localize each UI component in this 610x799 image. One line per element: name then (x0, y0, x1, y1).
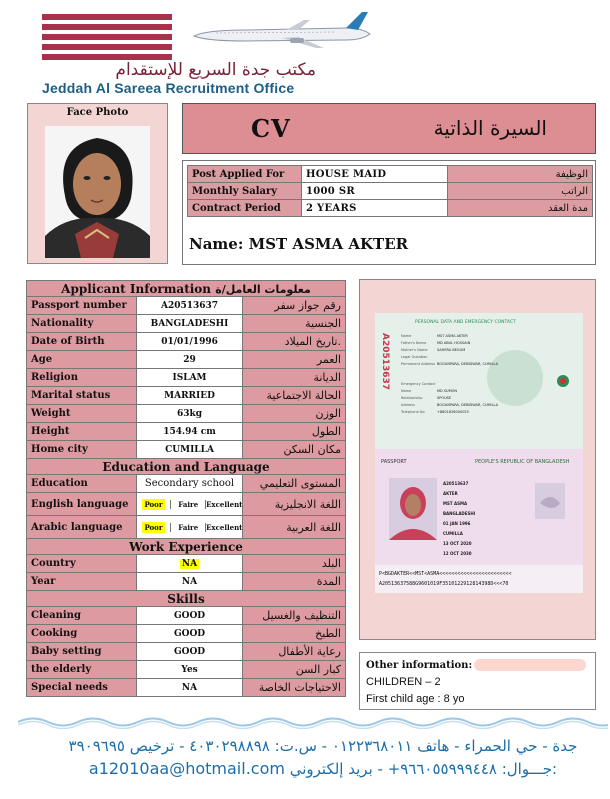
row-label: Age (27, 351, 137, 369)
passport-scan-image (375, 313, 583, 593)
row-label-ar: رعاية الأطفال (243, 643, 346, 661)
table-row (27, 643, 346, 661)
post-value: HOUSE MAID (302, 166, 448, 183)
post-label: Post Applied For (188, 166, 302, 183)
svg-text:Address: Address (401, 403, 415, 407)
svg-text:A20513637: A20513637 (380, 333, 390, 391)
redacted-mark (474, 659, 586, 671)
post-row (188, 183, 593, 200)
children-count: CHILDREN – 2 (366, 676, 441, 688)
table-row (27, 607, 346, 625)
row-label-ar: اللغة العربية (243, 516, 346, 539)
row-label-ar: المدة (243, 573, 346, 591)
row-label-ar: الطول (243, 423, 346, 441)
row-value: Yes (136, 661, 243, 679)
row-label-ar: الاحتياجات الخاصة (243, 679, 346, 697)
table-row (27, 297, 346, 315)
svg-text:BANGLADESHI: BANGLADESHI (443, 511, 476, 516)
row-label: Special needs (27, 679, 137, 697)
airplane-icon (186, 10, 376, 50)
svg-text:MST ASMA: MST ASMA (443, 501, 468, 506)
english-level (136, 493, 243, 516)
arabic-level (136, 516, 243, 539)
svg-text:A20513637588G9601019F351012291: A20513637588G9601019F3510122912814398D<<<70 (379, 581, 509, 587)
row-label-ar: مكان السكن (243, 441, 346, 459)
svg-text:Name: Name (401, 334, 412, 338)
row-value: 01/01/1996 (136, 333, 243, 351)
table-row (27, 516, 346, 539)
row-label: Cleaning (27, 607, 137, 625)
row-label: the elderly (27, 661, 137, 679)
row-label-ar: الطبخ (243, 625, 346, 643)
row-label: English language (27, 493, 137, 516)
row-label: Date of Birth (27, 333, 137, 351)
post-label: Contract Period (188, 200, 302, 217)
english-selected-level: Poor (144, 499, 163, 509)
cv-title-ar: السيرة الذاتية (433, 116, 547, 140)
table-row (27, 405, 346, 423)
footer-address: جدة - حي الحمراء - هاتف ٠١٢٢٣٦٨٠١١ - س.ت: ٤٠٣٠٢٩٨٨٩٨ - ترخيص ٣٩٠٩٦٩٥ (68, 737, 578, 755)
table-row (27, 333, 346, 351)
post-label-ar: الراتب (448, 183, 593, 200)
svg-text:BOGUNPARA, DEBIDWAR, CUMILLA: BOGUNPARA, DEBIDWAR, CUMILLA (437, 403, 498, 407)
table-row (27, 625, 346, 643)
row-value: Secondary school (136, 475, 243, 493)
post-value: 1000 SR (302, 183, 448, 200)
other-info-box (359, 652, 596, 710)
svg-text:AKTER: AKTER (443, 491, 458, 496)
svg-text:PERSONAL DATA AND EMERGENCY CO: PERSONAL DATA AND EMERGENCY CONTACT (415, 320, 516, 325)
row-label: Cooking (27, 625, 137, 643)
svg-text:CUMILLA: CUMILLA (443, 531, 463, 536)
table-row (27, 351, 346, 369)
row-label: Home city (27, 441, 137, 459)
logo-stripes (42, 14, 172, 62)
footer-wave-divider (18, 715, 608, 729)
row-label-ar: العمر (243, 351, 346, 369)
row-label-ar: التنظيف والغسيل (243, 607, 346, 625)
row-value: MARRIED (136, 387, 243, 405)
table-row (27, 573, 346, 591)
row-label: Nationality (27, 315, 137, 333)
face-photo-title: Face Photo (66, 107, 129, 118)
row-value: CUMILLA (136, 441, 243, 459)
table-row (27, 441, 346, 459)
table-row (27, 475, 346, 493)
footer-contact (58, 759, 588, 778)
svg-text:Legal Guardian: Legal Guardian (401, 355, 428, 359)
level-option: Faire (170, 500, 205, 509)
row-label: Arabic language (27, 516, 137, 539)
svg-text:MST ASMA AKTER: MST ASMA AKTER (437, 334, 468, 338)
passport-scan-box (359, 279, 596, 640)
row-label-ar: المستوى التعليمي (243, 475, 346, 493)
post-details-box (182, 160, 596, 265)
applicant-table (26, 280, 346, 697)
row-value: NA (136, 573, 243, 591)
svg-text:A20513637: A20513637 (443, 481, 469, 486)
row-label-ar: الوزن (243, 405, 346, 423)
row-label: Height (27, 423, 137, 441)
section-work: Work Experience (27, 539, 346, 555)
row-value: BANGLADESHI (136, 315, 243, 333)
table-row (27, 315, 346, 333)
row-label-ar: البلد (243, 555, 346, 573)
post-row (188, 166, 593, 183)
svg-text:PEOPLE'S REPUBLIC OF BANGLADES: PEOPLE'S REPUBLIC OF BANGLADESH (475, 459, 570, 465)
row-label-ar: كبار السن (243, 661, 346, 679)
post-table (187, 165, 593, 217)
row-label-ar: اللغة الانجليزية (243, 493, 346, 516)
table-row (27, 679, 346, 697)
level-option: Excellent (206, 522, 243, 532)
office-name-ar: مكتب جدة السريع للإستقدام (115, 60, 316, 80)
row-label: Religion (27, 369, 137, 387)
row-value: 29 (136, 351, 243, 369)
row-value: 154.94 cm (136, 423, 243, 441)
applicant-name: Name: MST ASMA AKTER (189, 235, 409, 253)
row-value: ISLAM (136, 369, 243, 387)
level-option: Excellent (206, 499, 243, 509)
row-label: Country (27, 555, 137, 573)
post-row (188, 200, 593, 217)
svg-text:Permanent Address: Permanent Address (401, 362, 436, 366)
table-row (27, 555, 346, 573)
svg-text:MD ABUL HOSSAIN: MD ABUL HOSSAIN (437, 341, 471, 345)
row-label: Passport number (27, 297, 137, 315)
row-value: GOOD (136, 607, 243, 625)
section-applicant-info: Applicant Information معلومات العامل/ة (27, 281, 346, 297)
row-value: A20513637 (136, 297, 243, 315)
face-photo (45, 126, 150, 258)
post-label-ar: الوظيفة (448, 166, 593, 183)
svg-text:Telephone No: Telephone No (401, 410, 425, 414)
row-value: GOOD (136, 625, 243, 643)
table-row (27, 369, 346, 387)
section-skills: Skills (27, 591, 346, 607)
svg-text:PASSPORT: PASSPORT (381, 459, 407, 465)
row-value: 63kg (136, 405, 243, 423)
post-label-ar: مدة العقد (448, 200, 593, 217)
svg-text:Mother's Name: Mother's Name (401, 348, 428, 352)
row-label: Marital status (27, 387, 137, 405)
svg-text:Name: Name (401, 389, 412, 393)
footer-contact-ar: جـــوال: ٩٦٦٠٥٥٩٩٩٤٤٨+ - بريد إلكتروني: (289, 760, 558, 778)
other-info-title: Other information: (366, 660, 473, 671)
svg-text:01 JAN 1996: 01 JAN 1996 (443, 521, 471, 526)
row-label: Education (27, 475, 137, 493)
first-child-age: First child age : 8 yo (366, 693, 465, 705)
row-label-ar: الديانة (243, 369, 346, 387)
table-row (27, 423, 346, 441)
post-value: 2 YEARS (302, 200, 448, 217)
cv-banner (182, 103, 596, 154)
table-row (27, 661, 346, 679)
svg-text:13 OCT 2020: 13 OCT 2020 (443, 541, 472, 546)
svg-text:+8801826000025: +8801826000025 (437, 410, 469, 414)
row-value: NA (136, 555, 243, 573)
row-label-ar: رقم جواز سفر (243, 297, 346, 315)
row-label: Year (27, 573, 137, 591)
row-label-ar: الجنسية (243, 315, 346, 333)
arabic-selected-level: Poor (144, 522, 163, 532)
footer (18, 715, 608, 799)
face-photo-box (27, 103, 168, 264)
level-option: Faire (170, 523, 205, 532)
row-label-ar: تاريخ الميلاد. (243, 333, 346, 351)
row-value: NA (136, 679, 243, 697)
row-label: Baby setting (27, 643, 137, 661)
post-label: Monthly Salary (188, 183, 302, 200)
footer-email[interactable]: a12010aa@hotmail.com (88, 759, 285, 778)
svg-text:12 OCT 2030: 12 OCT 2030 (443, 551, 472, 556)
svg-text:SPOUSE: SPOUSE (437, 396, 452, 400)
svg-text:SAHERA BEGUM: SAHERA BEGUM (437, 348, 466, 352)
svg-text:Emergency Contact: Emergency Contact (401, 382, 436, 386)
table-row (27, 493, 346, 516)
row-value: GOOD (136, 643, 243, 661)
svg-text:P<BGDAKTER<<MST<ASMA<<<<<<<<<<: P<BGDAKTER<<MST<ASMA<<<<<<<<<<<<<<<<<<<<<<<< (379, 571, 512, 577)
svg-text:Relationship: Relationship (401, 396, 423, 400)
svg-text:MD SUMON: MD SUMON (437, 389, 458, 393)
section-education: Education and Language (27, 459, 346, 475)
cv-title-en: CV (251, 114, 291, 143)
svg-text:Father's Name: Father's Name (401, 341, 427, 345)
svg-text:BOGUNPARA, DEBIDWAR, CUMILLA: BOGUNPARA, DEBIDWAR, CUMILLA (437, 362, 498, 366)
office-name-en: Jeddah Al Sareea Recruitment Office (42, 80, 295, 96)
table-row (27, 387, 346, 405)
row-label-ar: الحالة الاجتماعية (243, 387, 346, 405)
row-label: Weight (27, 405, 137, 423)
